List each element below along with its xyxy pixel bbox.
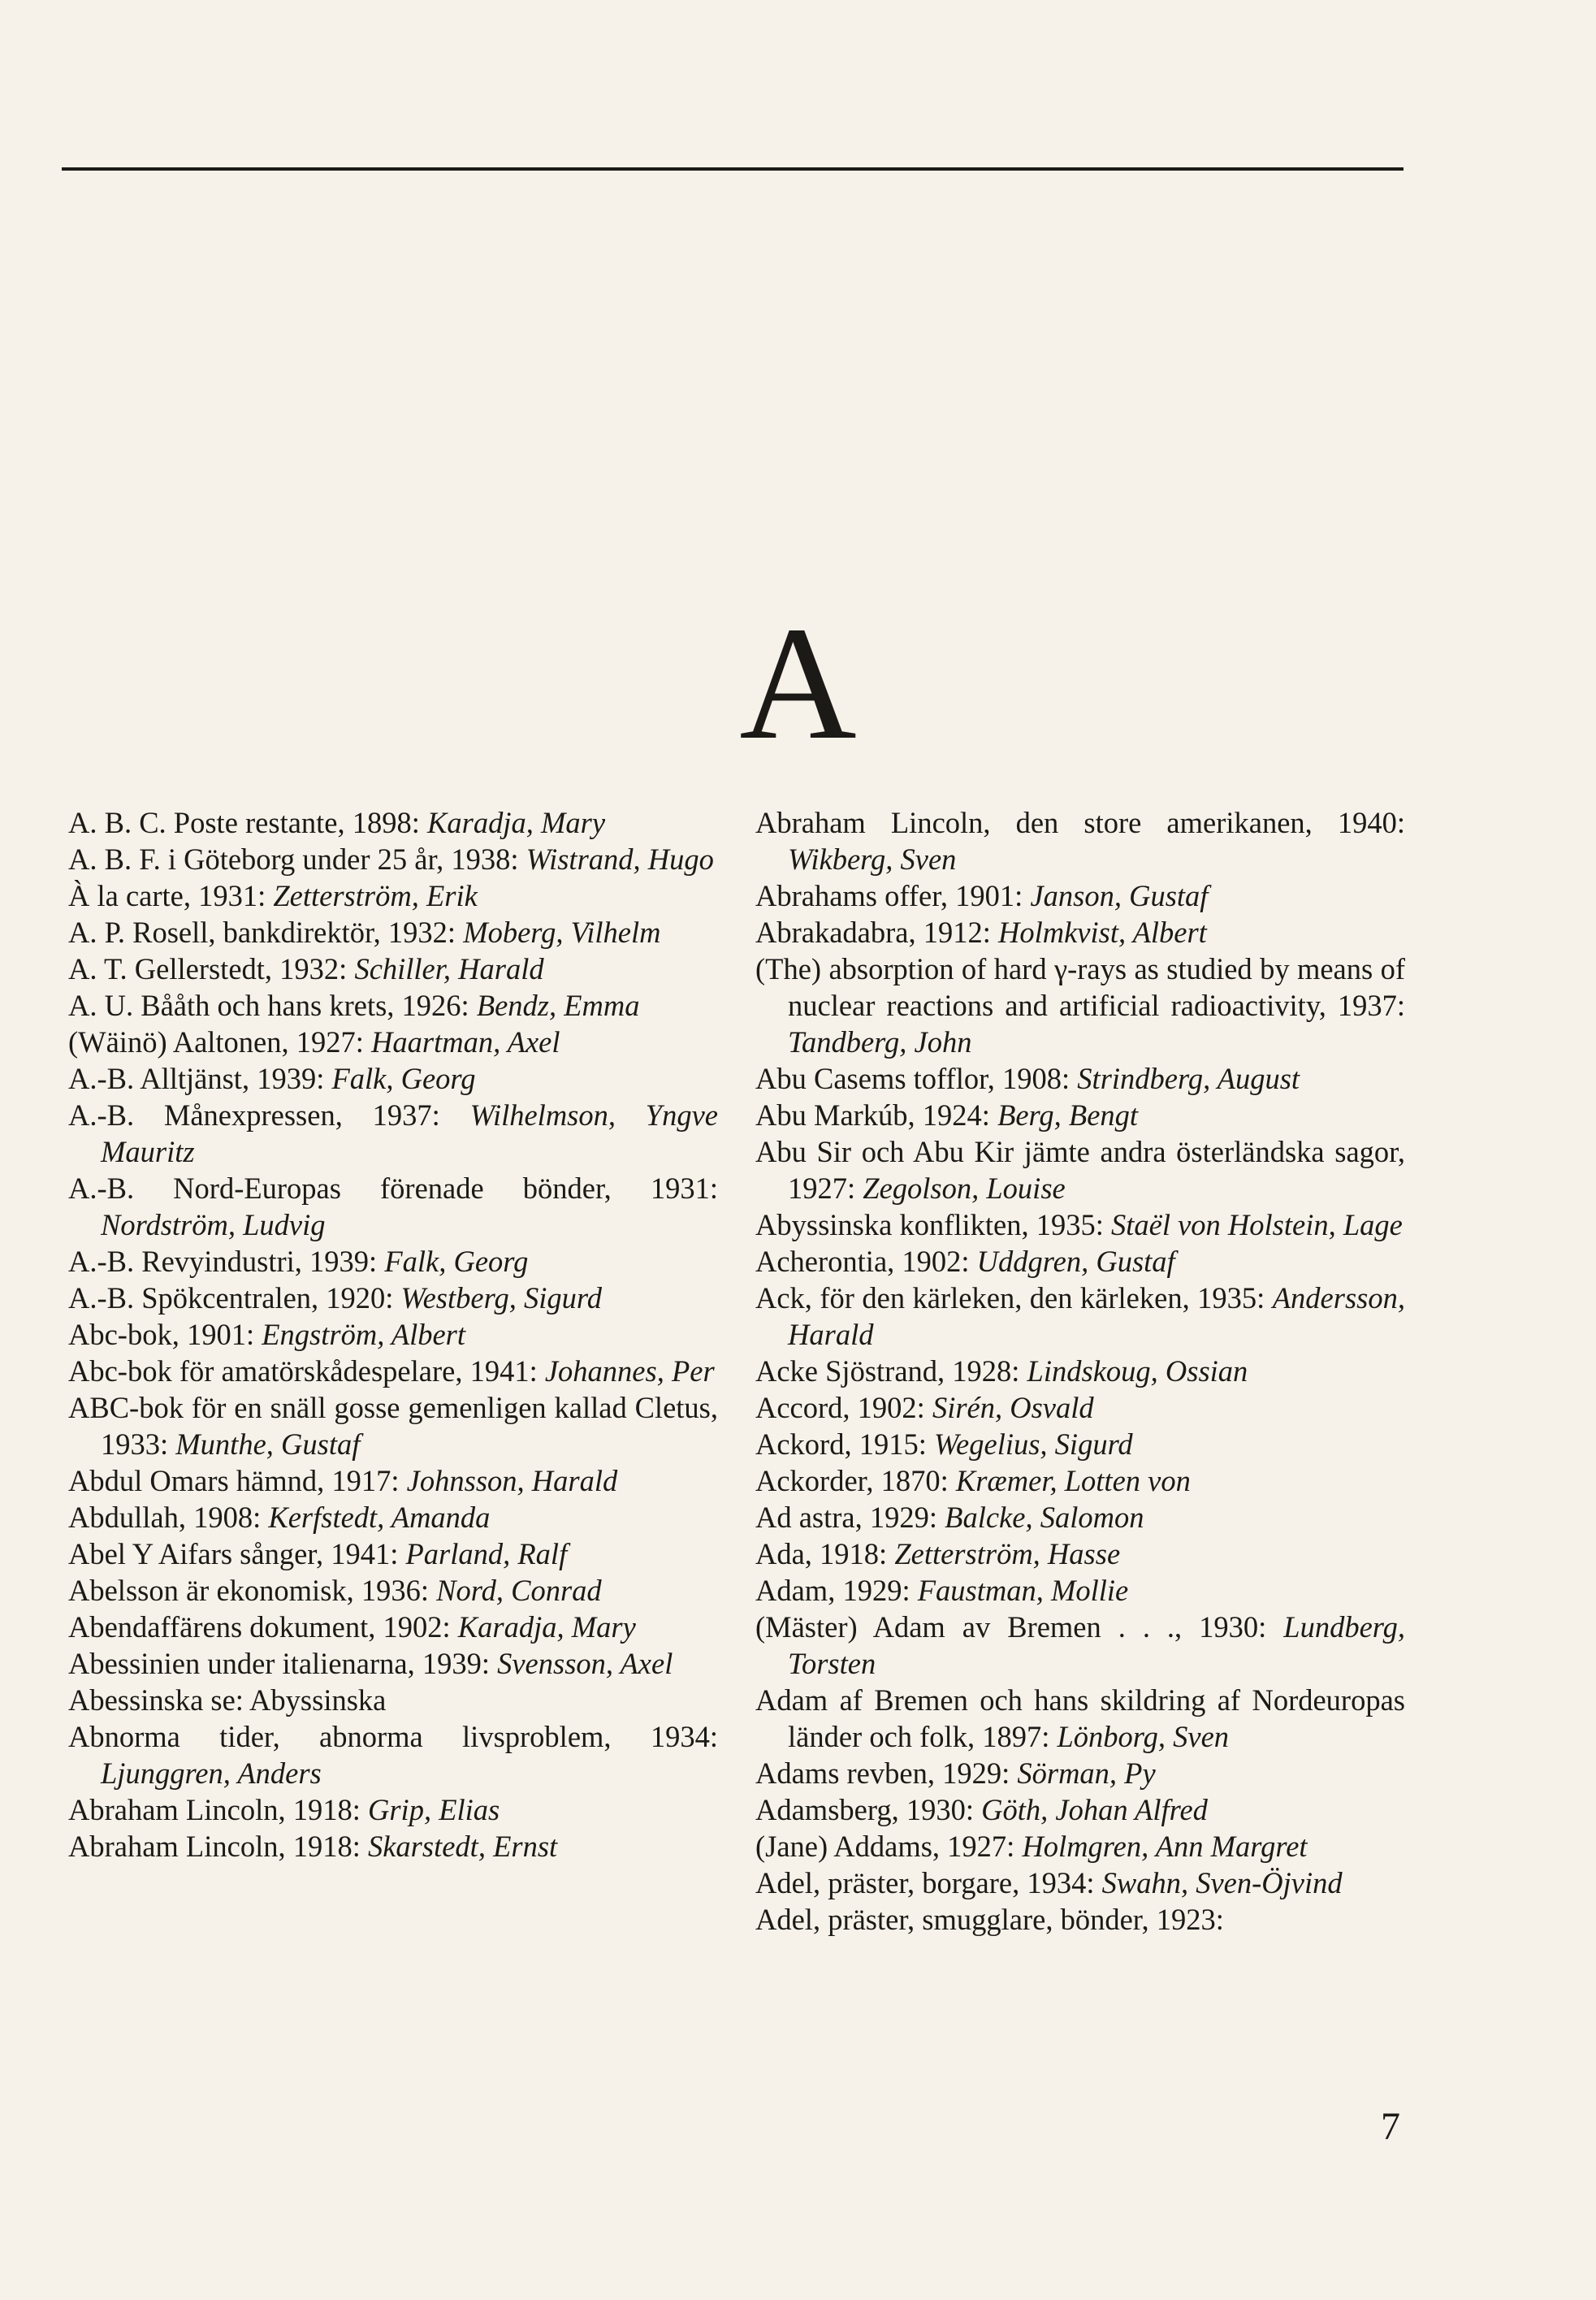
index-entry (68, 1609, 718, 1645)
page-number: 7 (1381, 2105, 1400, 2148)
entry-title: Adam, 1929: (755, 1574, 918, 1607)
entry-title: Abnorma tider, abnorma livsproblem, 1934: (68, 1720, 718, 1753)
entry-title: A.-B. Revyindustri, 1939: (68, 1245, 385, 1278)
entry-author: Andersson, Harald (788, 1281, 1405, 1351)
entry-author: Lindskoug, Ossian (1027, 1354, 1248, 1388)
entry-author: Bendz, Emma (476, 989, 640, 1022)
entry-author: Zetterström, Erik (273, 879, 478, 912)
right-column (755, 804, 1405, 1938)
index-entry (68, 1791, 718, 1828)
entry-title: A. B. F. i Göteborg under 25 år, 1938: (68, 842, 526, 876)
index-entry (755, 1426, 1405, 1462)
index-entry (68, 1353, 718, 1389)
index-entry (755, 804, 1405, 877)
entry-author: Nord, Conrad (436, 1574, 602, 1607)
left-column (68, 804, 718, 1865)
entry-title: Abu Sir och Abu Kir jämte andra österländska sagor, 1927: (755, 1135, 1405, 1205)
index-entry (755, 914, 1405, 951)
entry-author: Kerfstedt, Amanda (268, 1501, 491, 1534)
entry-author: Balcke, Salomon (945, 1501, 1144, 1534)
entry-author: Wikberg, Sven (788, 842, 957, 876)
entry-author: Holmkvist, Albert (998, 916, 1207, 949)
index-entry (755, 1791, 1405, 1828)
entry-author: Skarstedt, Ernst (367, 1830, 558, 1863)
entry-title: Abelsson är ekonomisk, 1936: (68, 1574, 437, 1607)
index-entry (68, 1462, 718, 1499)
entry-author: Schiller, Harald (354, 952, 544, 985)
entry-title: Abc-bok, 1901: (68, 1318, 262, 1351)
index-entry (68, 1828, 718, 1865)
entry-title: Accord, 1902: (755, 1391, 932, 1424)
entry-author: Engström, Albert (262, 1318, 466, 1351)
index-entry (68, 877, 718, 914)
index-entry (68, 1316, 718, 1353)
entry-author: Falk, Georg (331, 1062, 476, 1095)
entry-title: Abessinien under italienarna, 1939: (68, 1647, 498, 1680)
index-entry (68, 1280, 718, 1316)
entry-title: Acke Sjöstrand, 1928: (755, 1354, 1027, 1388)
index-entry (68, 1645, 718, 1682)
index-entry (68, 1389, 718, 1462)
entry-author: Kræmer, Lotten von (955, 1464, 1191, 1497)
entry-author: Göth, Johan Alfred (981, 1793, 1208, 1826)
index-entry (755, 1865, 1405, 1901)
entry-title: Abraham Lincoln, 1918: (68, 1830, 368, 1863)
entry-author: Swahn, Sven-Öjvind (1101, 1866, 1343, 1899)
entry-title: Abyssinska konflikten, 1935: (755, 1208, 1111, 1241)
index-entry (755, 951, 1405, 1060)
entry-title: Abel Y Aifars sånger, 1941: (68, 1537, 406, 1570)
entry-title: Abraham Lincoln, den store amerikanen, 1940: (755, 806, 1405, 839)
section-letter: A (739, 594, 857, 773)
entry-author: Zetterström, Hasse (894, 1537, 1121, 1570)
entry-author: Munthe, Gustaf (175, 1427, 361, 1461)
entry-title: À la carte, 1931: (68, 879, 274, 912)
index-entry (68, 1024, 718, 1060)
entry-author: Parland, Ralf (405, 1537, 568, 1570)
index-entry (755, 1243, 1405, 1280)
entry-title: Adel, präster, borgare, 1934: (755, 1866, 1102, 1899)
entry-title: Ack, för den kärleken, den kärleken, 1935: (755, 1281, 1273, 1315)
entry-title: Abu Casems tofflor, 1908: (755, 1062, 1078, 1095)
top-rule (62, 167, 1404, 171)
index-entry (68, 1718, 718, 1791)
entry-title: Adamsberg, 1930: (755, 1793, 982, 1826)
entry-author: Svensson, Axel (497, 1647, 673, 1680)
index-entry (755, 1682, 1405, 1755)
entry-author: Janson, Gustaf (1030, 879, 1209, 912)
entry-title: Abraham Lincoln, 1918: (68, 1793, 368, 1826)
index-entry (755, 1901, 1405, 1938)
entry-title: Ackorder, 1870: (755, 1464, 956, 1497)
index-entry (68, 1499, 718, 1535)
entry-title: A.-B. Månexpressen, 1937: (68, 1098, 470, 1132)
index-entry (68, 1097, 718, 1170)
index-entry (755, 1462, 1405, 1499)
entry-author: Karadja, Mary (457, 1610, 636, 1644)
entry-title: A.-B. Alltjänst, 1939: (68, 1062, 332, 1095)
entry-title: A.-B. Spökcentralen, 1920: (68, 1281, 401, 1315)
index-entry (68, 1535, 718, 1572)
entry-title: Abrahams offer, 1901: (755, 879, 1031, 912)
index-entry (68, 1243, 718, 1280)
index-entry (755, 1535, 1405, 1572)
entry-title: Abessinska se: Abyssinska (68, 1683, 387, 1717)
entry-author: Sirén, Osvald (932, 1391, 1094, 1424)
entry-author: Wistrand, Hugo (526, 842, 714, 876)
entry-author: Zegolson, Louise (863, 1172, 1066, 1205)
entry-author: Staël von Holstein, Lage (1110, 1208, 1403, 1241)
index-entry (755, 1097, 1405, 1133)
index-entry (68, 804, 718, 841)
entry-title: A. B. C. Poste restante, 1898: (68, 806, 428, 839)
entry-author: Westberg, Sigurd (400, 1281, 602, 1315)
entry-author: Wilhelmson, Yngve Mauritz (101, 1098, 719, 1168)
entry-title: A. T. Gellerstedt, 1932: (68, 952, 355, 985)
entry-title: Adel, präster, smugglare, bönder, 1923: (755, 1903, 1224, 1936)
entry-title: Ada, 1918: (755, 1537, 895, 1570)
entry-title: (The) absorption of hard γ-rays as studied by means of nuclear reactions and artificial radioactivity, 1937: (755, 952, 1405, 1022)
index-entry (755, 1206, 1405, 1243)
index-entry (755, 1389, 1405, 1426)
index-entry (68, 1170, 718, 1243)
entry-title: Abdul Omars hämnd, 1917: (68, 1464, 407, 1497)
entry-title: A. U. Bååth och hans krets, 1926: (68, 989, 477, 1022)
index-entry (755, 1828, 1405, 1865)
index-entry (68, 951, 718, 987)
entry-title: Abendaffärens dokument, 1902: (68, 1610, 458, 1644)
entry-title: Abc-bok för amatörskådespelare, 1941: (68, 1354, 545, 1388)
index-entry (755, 1572, 1405, 1609)
entry-author: Uddgren, Gustaf (976, 1245, 1175, 1278)
index-entry (755, 877, 1405, 914)
index-entry (68, 1060, 718, 1097)
entry-title: Acherontia, 1902: (755, 1245, 977, 1278)
entry-title: A. P. Rosell, bankdirektör, 1932: (68, 916, 464, 949)
index-entry (755, 1133, 1405, 1206)
entry-author: Moberg, Vilhelm (463, 916, 661, 949)
entry-author: Wegelius, Sigurd (933, 1427, 1133, 1461)
index-entry (755, 1755, 1405, 1791)
index-entry (755, 1353, 1405, 1389)
index-entry (755, 1280, 1405, 1353)
entry-title: A.-B. Nord-Europas förenade bönder, 1931: (68, 1172, 718, 1205)
entry-title: Ad astra, 1929: (755, 1501, 945, 1534)
entry-title: Abdullah, 1908: (68, 1501, 269, 1534)
entry-author: Haartman, Axel (371, 1025, 560, 1059)
entry-author: Lönborg, Sven (1057, 1720, 1230, 1753)
entry-author: Tandberg, John (788, 1025, 972, 1059)
entry-author: Johannes, Per (544, 1354, 715, 1388)
entry-author: Strindberg, August (1077, 1062, 1300, 1095)
entry-title: (Wäinö) Aaltonen, 1927: (68, 1025, 372, 1059)
entry-title: ABC-bok för en snäll gosse gemenligen kallad Cletus, 1933: (68, 1391, 718, 1461)
index-entry (755, 1060, 1405, 1097)
entry-author: Faustman, Mollie (917, 1574, 1129, 1607)
entry-author: Falk, Georg (384, 1245, 529, 1278)
index-entry (68, 914, 718, 951)
entry-title: Ackord, 1915: (755, 1427, 934, 1461)
entry-title: Adam af Bremen och hans skildring af Nordeuropas länder och folk, 1897: (755, 1683, 1405, 1753)
index-entry (68, 841, 718, 877)
index-entry (755, 1609, 1405, 1682)
entry-author: Berg, Bengt (997, 1098, 1139, 1132)
index-entry (68, 1572, 718, 1609)
entry-author: Karadja, Mary (427, 806, 606, 839)
index-entry (755, 1499, 1405, 1535)
entry-author: Holmgren, Ann Margret (1022, 1830, 1308, 1863)
entry-author: Nordström, Ludvig (101, 1208, 326, 1241)
entry-author: Ljunggren, Anders (101, 1756, 322, 1790)
entry-title: Adams revben, 1929: (755, 1756, 1018, 1790)
entry-author: Johnsson, Harald (406, 1464, 618, 1497)
index-entry (68, 1682, 718, 1718)
entry-title: (Mäster) Adam av Bremen . . ., 1930: (755, 1610, 1284, 1644)
entry-title: Abrakadabra, 1912: (755, 916, 998, 949)
entry-title: (Jane) Addams, 1927: (755, 1830, 1023, 1863)
entry-author: Grip, Elias (367, 1793, 500, 1826)
index-entry (68, 987, 718, 1024)
entry-title: Abu Markúb, 1924: (755, 1098, 998, 1132)
entry-author: Lundberg, Torsten (788, 1610, 1405, 1680)
entry-author: Sörman, Py (1017, 1756, 1156, 1790)
